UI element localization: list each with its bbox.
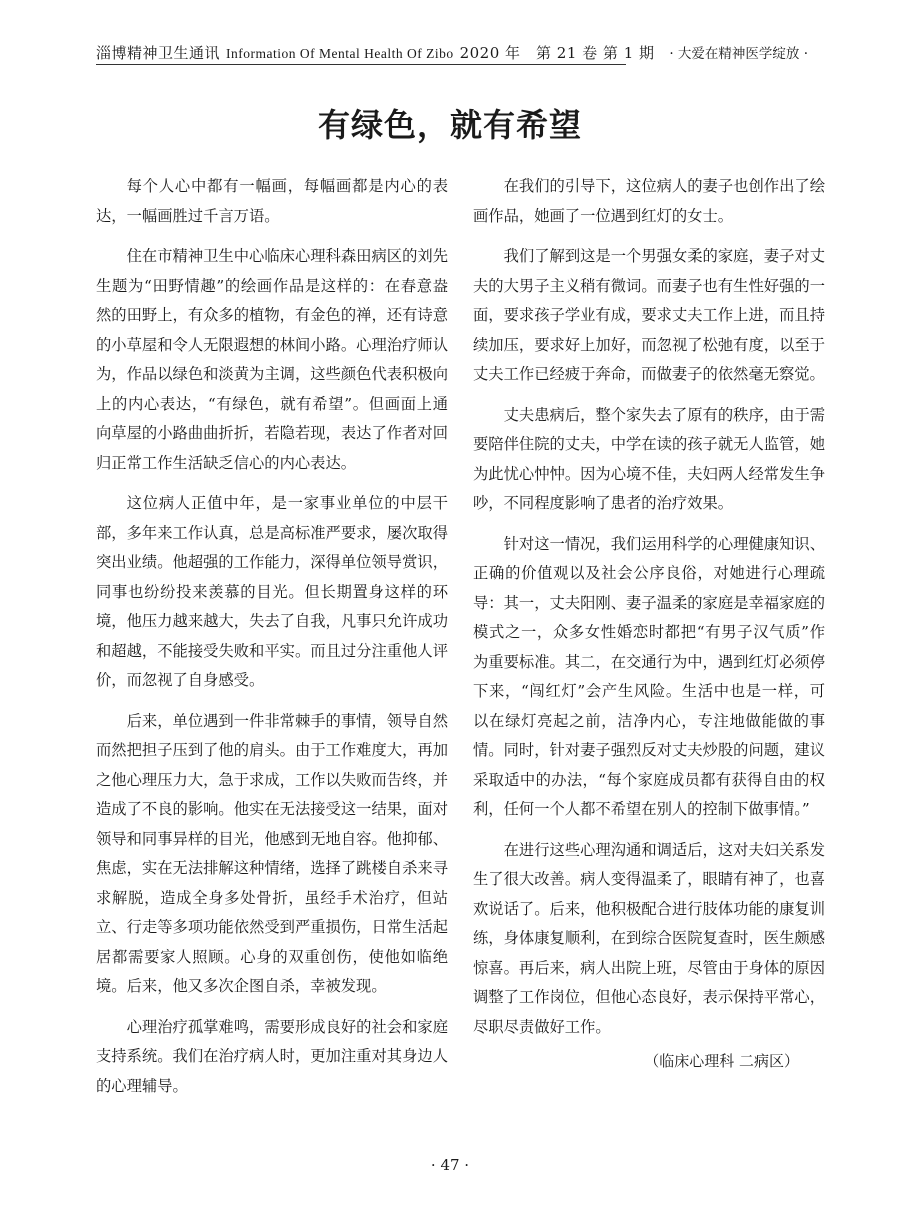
section-label: · 大爱在精神医学绽放 · bbox=[669, 46, 808, 62]
paragraph: 住在市精神卫生中心临床心理科森田病区的刘先生题为“田野情趣”的绘画作品是这样的：在春意盎然的田野上，有众多的植物，有金色的禅，还有诗意的小草屋和令人无限遐想的林间小路。心理治疗师认为，作品以绿色和淡黄为主调，这些颜色代表积极向上的内心表达，“有绿色，就有希望”。但画面上通向草屋的小路曲曲折折，若隐若现，表达了作者对回归正常工作生活缺乏信心的内心表达。 bbox=[96, 247, 448, 472]
article-title: 有绿色，就有希望 bbox=[317, 106, 582, 144]
paragraph: 心理治疗孤掌难鸣，需要形成良好的社会和家庭支持系统。我们在治疗病人时，更加注重对其身边人的心理辅导。 bbox=[96, 1017, 448, 1095]
header-rule bbox=[96, 64, 626, 65]
journal-name-en: Information Of Mental Health Of Zibo bbox=[226, 46, 454, 61]
paragraph: 针对这一情况，我们运用科学的心理健康知识、正确的价值观以及社会公序良俗，对她进行心理疏导：其一，丈夫阳刚、妻子温柔的家庭是幸福家庭的模式之一，众多女性婚恋时都把“有男子汉气质”作为重要标准。其二，在交通行为中，遇到红灯必须停下来，“闯红灯”会产生风险。生活中也是一样，可以在绿灯亮起之前，洁净内心，专注地做能做的事情。同时，针对妻子强烈反对丈夫炒股的问题，建议采取适中的办法，“每个家庭成员都有获得自由的权利，任何一个人都不希望在别人的控制下做事情。” bbox=[473, 534, 825, 818]
running-header bbox=[96, 30, 808, 64]
left-column bbox=[96, 172, 448, 1112]
paragraph: 丈夫患病后，整个家失去了原有的秩序，由于需要陪伴住院的丈夫，中学在读的孩子就无人监管，她为此忧心忡忡。因为心境不佳，夫妇两人经常发生争吵，不同程度影响了患者的治疗效果。 bbox=[473, 405, 825, 512]
paragraph: 在我们的引导下，这位病人的妻子也创作出了绘画作品，她画了一位遇到红灯的女士。 bbox=[473, 177, 825, 225]
right-column bbox=[473, 172, 825, 1077]
issue-info: 2020 年 第 21 卷 第 1 期 bbox=[459, 44, 655, 62]
paragraph: 这位病人正值中年，是一家事业单位的中层干部，多年来工作认真，总是高标准严要求，屡次取得突出业绩。他超强的工作能力，深得单位领导赏识，同事也纷纷投来羡慕的目光。但长期置身这样的环境，他压力越来越大，失去了自我，凡事只允许成功和超越，不能接受失败和平实。而且过分注重他人评价，而忽视了自身感受。 bbox=[96, 494, 448, 689]
journal-name-cn: 淄博精神卫生通讯 bbox=[96, 44, 221, 62]
author-signature: （临床心理科 二病区） bbox=[644, 1052, 799, 1070]
paragraph: 我们了解到这是一个男强女柔的家庭，妻子对丈夫的大男子主义稍有微词。而妻子也有生性好强的一面，要求孩子学业有成，要求丈夫工作上进，而且持续加压，要求好上加好，而忽视了松弛有度，以至于丈夫工作已经疲于奔命，而做妻子的依然毫无察觉。 bbox=[473, 247, 825, 383]
paragraph: 在进行这些心理沟通和调适后，这对夫妇关系发生了很大改善。病人变得温柔了，眼睛有神了，也喜欢说话了。后来，他积极配合进行肢体功能的康复训练，身体康复顺利，在到综合医院复查时，医生颇感惊喜。再后来，病人出院上班，尽管由于身体的原因调整了工作岗位，但他心态良好，表示保持平常心，尽职尽责做好工作。 bbox=[473, 840, 825, 1036]
paragraph: 后来，单位遇到一件非常棘手的事情，领导自然而然把担子压到了他的肩头。由于工作难度大，再加之他心理压力大，急于求成，工作以失败而告终，并造成了不良的影响。他实在无法接受这一结果，面对领导和同事异样的目光，他感到无地自容。他抑郁、焦虑，实在无法排解这种情绪，选择了跳楼自杀来寻求解脱，造成全身多处骨折，虽经手术治疗，但站立、行走等多项功能依然受到严重损伤，日常生活起居都需要家人照顾。心身的双重创伤，使他如临绝境。后来，他又多次企图自杀，幸被发现。 bbox=[96, 711, 448, 995]
paragraph: 每个人心中都有一幅画，每幅画都是内心的表达，一幅画胜过千言万语。 bbox=[96, 177, 448, 225]
journal-info bbox=[96, 42, 655, 63]
page-number: · 47 · bbox=[430, 1156, 470, 1174]
